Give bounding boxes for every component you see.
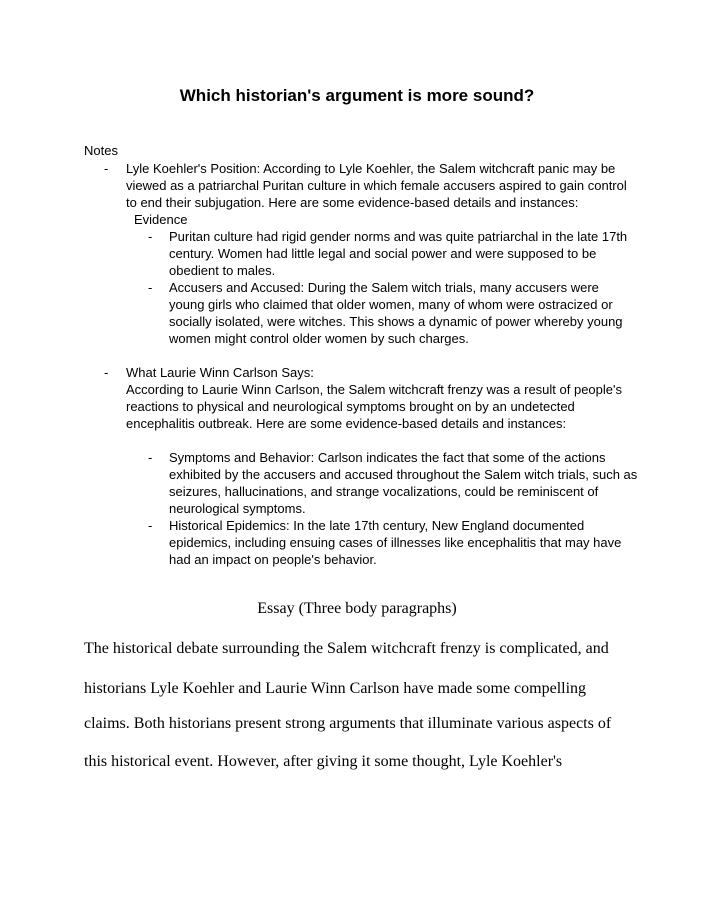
koehler-sub-item-1-text (169, 228, 669, 279)
text-line: Lyle Koehler's Position: According to Lyle Koehler, the Salem witchcraft panic may be (126, 161, 616, 176)
text-line: According to Laurie Winn Carlson, the Salem witchcraft frenzy was a result of people's (126, 382, 622, 397)
text-line: century. Women had little legal and social power and were supposed to be (169, 246, 597, 261)
koehler-position-text (126, 160, 666, 211)
text-line: had an impact on people's behavior. (169, 552, 377, 567)
carlson-heading: What Laurie Winn Carlson Says: (126, 365, 314, 380)
carlson-sub-item-1-dash: - (148, 450, 153, 465)
text-line: Historical Epidemics: In the late 17th century, New England documented (169, 518, 585, 533)
essay-line: this historical event. However, after giving it some thought, Lyle Koehler's (84, 753, 563, 770)
text-line: viewed as a patriarchal Puritan culture in which female accusers aspired to gain control (126, 178, 627, 193)
text-line: reactions to physical and neurological symptoms brought on by an undetected (126, 399, 575, 414)
text-line: seizures, hallucinations, and strange vocalizations, could be reminiscent of (169, 484, 599, 499)
koehler-sub-item-2-text (169, 279, 669, 347)
essay-heading: Essay (Three body paragraphs) (257, 600, 457, 617)
text-line: young girls who claimed that older women, many of whom were ostracized or (169, 297, 613, 312)
essay-line: claims. Both historians present strong arguments that illuminate various aspects of (84, 715, 612, 732)
text-line: Puritan culture had rigid gender norms and was quite patriarchal in the late 17th (169, 229, 628, 244)
text-line: Accusers and Accused: During the Salem witch trials, many accusers were (169, 280, 599, 295)
carlson-sub-item-2-text (169, 517, 669, 568)
koehler-bullet-dash: - (104, 161, 109, 176)
carlson-sub-item-1-text (169, 449, 669, 517)
document-title: Which historian's argument is more sound? (179, 86, 535, 105)
text-line: exhibited by the accusers and accused throughout the Salem witch trials, such as (169, 467, 638, 482)
text-line: Symptoms and Behavior: Carlson indicates the fact that some of the actions (169, 450, 606, 465)
text-line: neurological symptoms. (169, 501, 306, 516)
carlson-bullet-dash: - (104, 365, 109, 380)
evidence-label: Evidence (134, 212, 188, 227)
text-line: women might control older women by such charges. (169, 331, 469, 346)
koehler-sub-item-1-dash: - (148, 229, 153, 244)
text-line: epidemics, including ensuing cases of illnesses like encephalitis that may have (169, 535, 622, 550)
notes-label: Notes (84, 143, 118, 158)
carlson-sub-item-2-dash: - (148, 518, 153, 533)
essay-line: The historical debate surrounding the Salem witchcraft frenzy is complicated, and (84, 640, 609, 657)
text-line: socially isolated, were witches. This shows a dynamic of power whereby young (169, 314, 623, 329)
carlson-position-text (126, 364, 666, 432)
text-line: encephalitis outbreak. Here are some evidence-based details and instances: (126, 416, 567, 431)
koehler-sub-item-2-dash: - (148, 280, 153, 295)
essay-line: historians Lyle Koehler and Laurie Winn Carlson have made some compelling (84, 680, 587, 697)
text-line: obedient to males. (169, 263, 276, 278)
text-line: to end their subjugation. Here are some evidence-based details and instances: (126, 195, 579, 210)
